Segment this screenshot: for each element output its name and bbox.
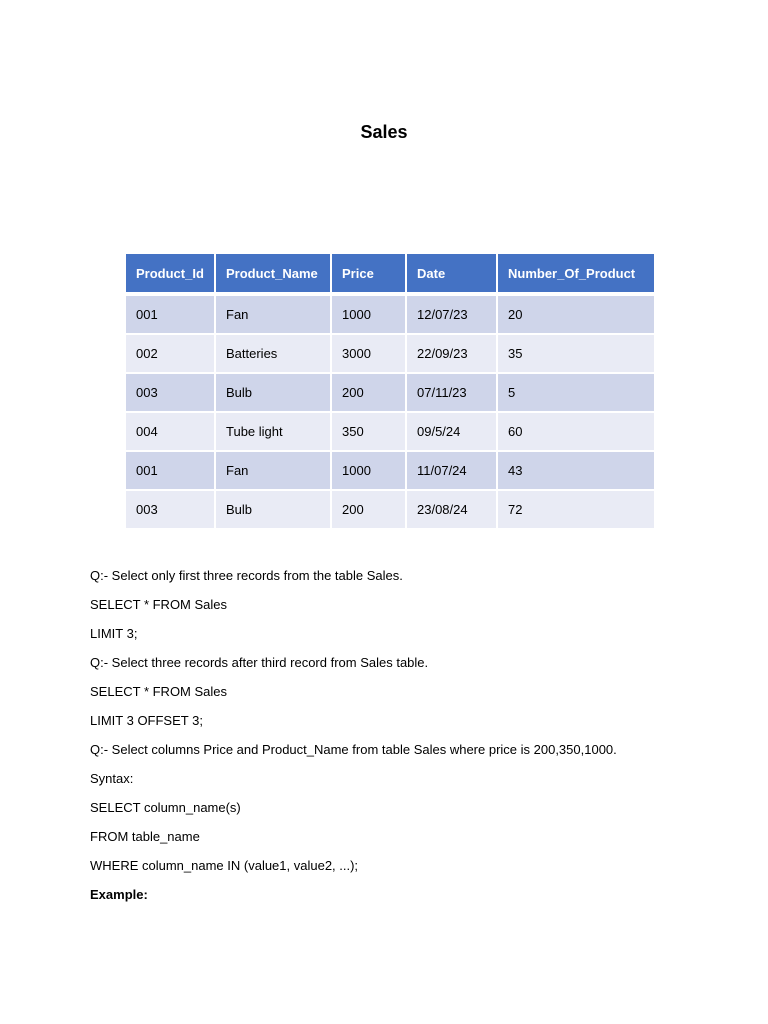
column-header-date: Date <box>407 254 498 296</box>
table-row <box>126 374 654 413</box>
cell-date: 09/5/24 <box>407 413 498 452</box>
cell-product-id: 001 <box>126 296 216 335</box>
sales-table <box>126 254 654 530</box>
cell-number-of-product: 60 <box>498 413 654 452</box>
column-header-price: Price <box>332 254 407 296</box>
sql-line: LIMIT 3 OFFSET 3; <box>90 713 203 728</box>
cell-date: 23/08/24 <box>407 491 498 530</box>
cell-product-id: 003 <box>126 491 216 530</box>
document-body <box>90 566 730 914</box>
cell-product-id: 001 <box>126 452 216 491</box>
cell-number-of-product: 72 <box>498 491 654 530</box>
table-row <box>126 413 654 452</box>
syntax-label: Syntax: <box>90 771 134 786</box>
sql-line: FROM table_name <box>90 829 200 844</box>
table-row <box>126 296 654 335</box>
table-row <box>126 491 654 530</box>
cell-number-of-product: 20 <box>498 296 654 335</box>
sql-line: SELECT column_name(s) <box>90 800 241 815</box>
cell-date: 11/07/24 <box>407 452 498 491</box>
cell-price: 200 <box>332 374 407 413</box>
sql-line: SELECT * FROM Sales <box>90 597 228 612</box>
cell-product-name: Batteries <box>216 335 332 374</box>
cell-price: 200 <box>332 491 407 530</box>
sql-line: LIMIT 3; <box>90 626 138 641</box>
cell-product-name: Fan <box>216 452 332 491</box>
cell-product-name: Fan <box>216 296 332 335</box>
cell-product-name: Bulb <box>216 374 332 413</box>
sql-line: WHERE column_name IN (value1, value2, ...); <box>90 858 359 873</box>
cell-product-id: 002 <box>126 335 216 374</box>
question-text: Q:- Select three records after third record from Sales table. <box>90 655 429 670</box>
column-header-product-id: Product_Id <box>126 254 216 296</box>
cell-price: 3000 <box>332 335 407 374</box>
table-header-row <box>126 254 654 296</box>
table-row <box>126 452 654 491</box>
table-row <box>126 335 654 374</box>
cell-date: 12/07/23 <box>407 296 498 335</box>
cell-product-id: 004 <box>126 413 216 452</box>
sql-line: SELECT * FROM Sales <box>90 684 228 699</box>
question-text: Q:- Select columns Price and Product_Name from table Sales where price is 200,350,1000. <box>90 742 617 757</box>
example-label: Example: <box>90 887 148 902</box>
column-header-number-of-product: Number_Of_Product <box>498 254 654 296</box>
cell-date: 22/09/23 <box>407 335 498 374</box>
cell-product-id: 003 <box>126 374 216 413</box>
cell-number-of-product: 5 <box>498 374 654 413</box>
page-title: Sales <box>360 122 408 142</box>
cell-date: 07/11/23 <box>407 374 498 413</box>
cell-price: 1000 <box>332 452 407 491</box>
question-text: Q:- Select only first three records from the table Sales. <box>90 568 403 583</box>
cell-product-name: Tube light <box>216 413 332 452</box>
column-header-product-name: Product_Name <box>216 254 332 296</box>
cell-price: 350 <box>332 413 407 452</box>
cell-price: 1000 <box>332 296 407 335</box>
cell-product-name: Bulb <box>216 491 332 530</box>
cell-number-of-product: 35 <box>498 335 654 374</box>
cell-number-of-product: 43 <box>498 452 654 491</box>
